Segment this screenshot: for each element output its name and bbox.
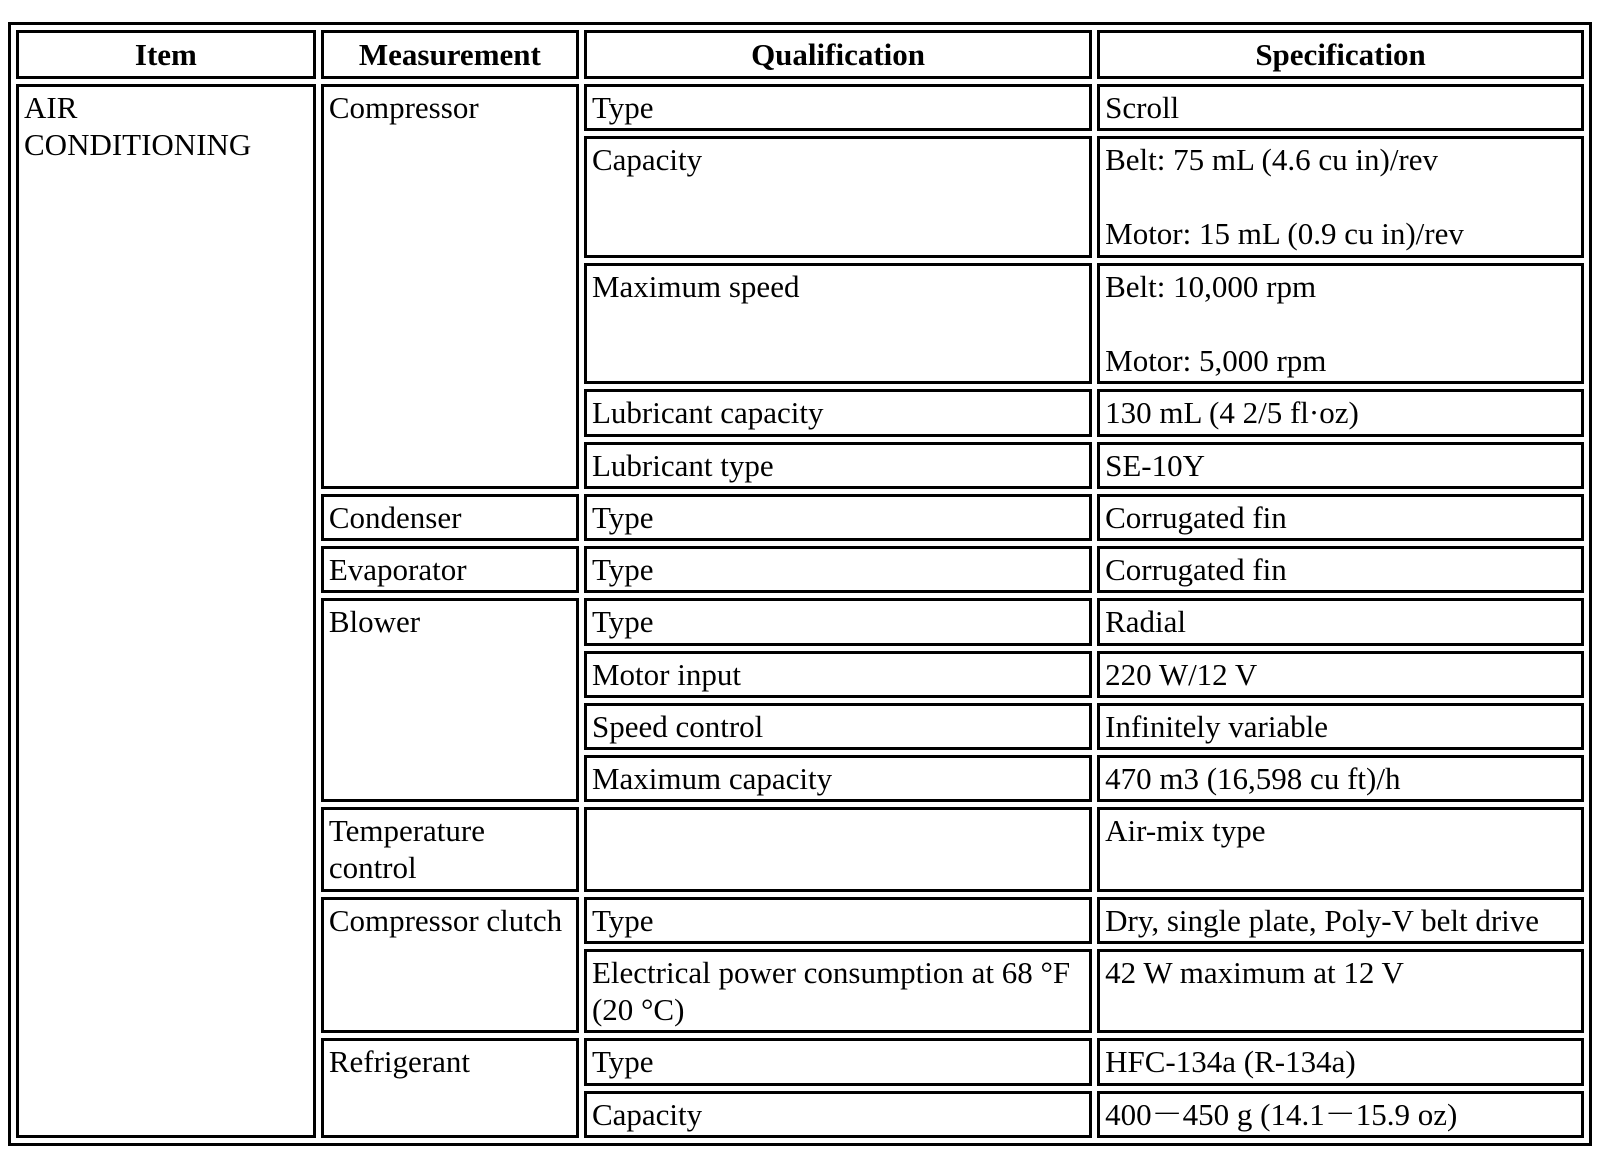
header-specification: Specification [1097,30,1584,79]
air-conditioning-spec-table [11,25,1589,1143]
measurement-compressor-clutch: Compressor clutch [321,897,579,1034]
qualification-cell: Type [584,546,1092,593]
specification-cell [1097,897,1584,944]
header-row [16,30,1584,79]
qualification-cell: Lubricant type [584,442,1092,489]
specification-line: Belt: 75 mL (4.6 cu in)/rev [1105,142,1439,178]
specification-line: Radial [1105,604,1187,640]
specification-line: Motor: 15 mL (0.9 cu in)/rev [1105,216,1464,252]
table-row [16,84,1584,131]
qualification-cell: Maximum capacity [584,755,1092,802]
specification-cell [1097,84,1584,131]
specification-line: SE-10Y [1105,447,1206,483]
specification-line: Scroll [1105,90,1180,125]
qualification-cell: Type [584,897,1092,944]
specification-cell [1097,703,1584,750]
specification-line: Air-mix type [1105,813,1266,849]
measurement-compressor: Compressor [321,84,579,489]
header-measurement: Measurement [321,30,579,79]
measurement-blower: Blower [321,598,579,802]
specification-cell [1097,1038,1584,1085]
specification-line: Belt: 10,000 rpm [1105,268,1317,304]
header-qualification: Qualification [584,30,1092,79]
specification-line: HFC-134a (R-134a) [1105,1044,1356,1080]
measurement-condenser: Condenser [321,494,579,541]
measurement-refrigerant: Refrigerant [321,1038,579,1138]
specification-cell [1097,651,1584,698]
specification-line: 42 W maximum at 12 V [1105,954,1404,990]
specification-cell [1097,755,1584,802]
specification-line: Corrugated fin [1105,499,1287,535]
specification-line: Corrugated fin [1105,552,1287,588]
qualification-cell: Type [584,494,1092,541]
specification-cell [1097,136,1584,258]
specification-line: Motor: 5,000 rpm [1105,342,1327,378]
specification-cell [1097,494,1584,541]
specification-cell [1097,807,1584,891]
specification-line: 130 mL (4 2/5 fl·oz) [1105,395,1359,431]
measurement-temperature-control: Temperature control [321,807,579,891]
specification-line: Dry, single plate, Poly-V belt drive [1105,902,1540,938]
specification-cell [1097,442,1584,489]
qualification-cell: Capacity [584,1091,1092,1138]
qualification-cell: Speed control [584,703,1092,750]
qualification-cell: Capacity [584,136,1092,258]
qualification-cell: Lubricant capacity [584,389,1092,436]
specification-cell [1097,263,1584,385]
measurement-evaporator: Evaporator [321,546,579,593]
specification-cell [1097,598,1584,645]
qualification-cell: Type [584,598,1092,645]
qualification-cell [584,807,1092,891]
specification-line: 470 m3 (16,598 cu ft)/h [1105,761,1401,797]
qualification-cell: Type [584,84,1092,131]
specification-cell [1097,1091,1584,1138]
specification-cell [1097,949,1584,1033]
item-cell: AIR CONDITIONING [16,84,316,1138]
specification-line: 400－450 g (14.1－15.9 oz) [1105,1096,1458,1132]
qualification-cell: Electrical power consumption at 68 °F (20 °C) [584,949,1092,1033]
qualification-cell: Maximum speed [584,263,1092,385]
specification-line: 220 W/12 V [1105,656,1258,692]
specification-cell [1097,546,1584,593]
specification-line: Infinitely variable [1105,708,1329,744]
specification-cell [1097,389,1584,436]
qualification-cell: Motor input [584,651,1092,698]
qualification-cell: Type [584,1038,1092,1085]
header-item: Item [16,30,316,79]
